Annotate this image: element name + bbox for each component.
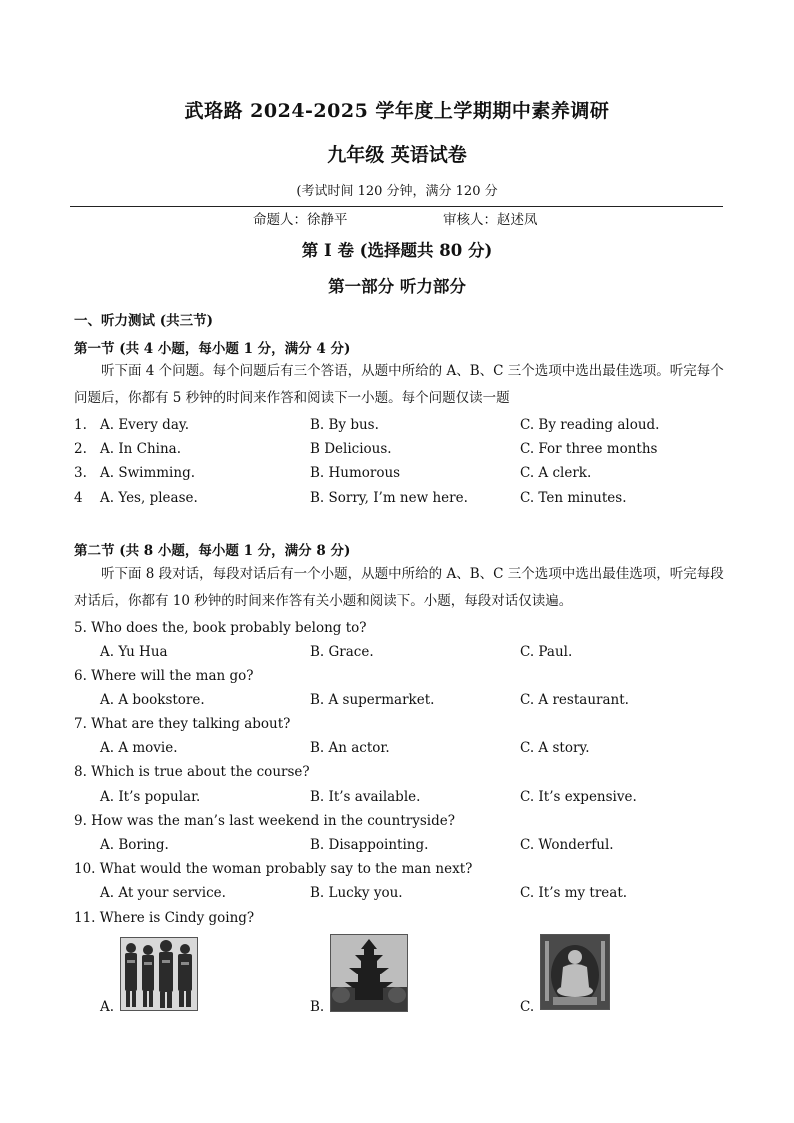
- subsection-1-instruction: 听下面 4 个问题。每个问题后有三个答语，从题中所给的 A、B、C 三个选项中选出最佳选项。听完每个问题后，你都有 5 秒钟的时间来作答和阅读下一小题。每个问题仅读一题: [74, 363, 724, 406]
- option-a: A. It’s popular.: [100, 789, 201, 805]
- question-setter: 命题人：徐静平: [253, 212, 348, 228]
- terracotta-warriors-icon: [120, 937, 198, 1011]
- option-b: B. A supermarket.: [310, 692, 435, 708]
- option-c: C. Paul.: [520, 644, 573, 660]
- subsection-2-instruction: 听下面 8 段对话，每段对话后有一个小题，从题中所给的 A、B、C 三个选项中选出最佳选项，听完每段对话后，你都有 10 秒钟的时间来作答有关小题和阅读下。小题，每段对话仅读遍。: [74, 566, 724, 609]
- question-number: 4: [74, 490, 83, 506]
- option-b: B. Grace.: [310, 644, 374, 660]
- option-a: A. In China.: [100, 441, 182, 457]
- exam-time-info: (考试时间 120 分钟，满分 120 分: [296, 184, 498, 199]
- option-b: B. Sorry, I’m new here.: [310, 490, 468, 506]
- question-text: 8. Which is true about the course?: [74, 764, 310, 780]
- option-b: B Delicious.: [310, 441, 392, 457]
- option-b: B. Lucky you.: [310, 885, 403, 901]
- question-number: 3.: [74, 465, 87, 481]
- option-b-label: B.: [310, 999, 325, 1015]
- option-a: A. Every day.: [100, 417, 189, 433]
- subsection-2-heading: 第二节 (共 8 小题，每小题 1 分，满分 8 分): [74, 543, 351, 559]
- question-text: 6. Where will the man go?: [74, 668, 254, 684]
- option-a: A. Boring.: [100, 837, 169, 853]
- option-b: B. Humorous: [310, 465, 401, 481]
- question-text: 5. Who does the, book probably belong to?: [74, 620, 367, 636]
- option-c: C. By reading aloud.: [520, 417, 660, 433]
- subsection-1-heading: 第一节 (共 4 小题，每小题 1 分，满分 4 分): [74, 341, 351, 357]
- reviewer: 审核人：赵述凤: [443, 212, 538, 228]
- pagoda-tower-icon: [330, 934, 408, 1012]
- option-b: B. It’s available.: [310, 789, 421, 805]
- option-c: C. For three months: [520, 441, 658, 457]
- volume-title: 第 I 卷 (选择题共 80 分): [301, 241, 493, 260]
- question-text: 11. Where is Cindy going?: [74, 910, 255, 926]
- question-text: 7. What are they talking about?: [74, 716, 291, 732]
- option-c: C. A clerk.: [520, 465, 592, 481]
- option-b: B. Disappointing.: [310, 837, 429, 853]
- buddha-statue-icon: [540, 934, 610, 1010]
- exam-subtitle: 九年级 英语试卷: [327, 144, 467, 166]
- option-a-label: A.: [100, 999, 115, 1015]
- exam-title: 武珞路 2024-2025 学年度上学期期中素养调研: [184, 100, 610, 122]
- option-c-label: C.: [520, 999, 535, 1015]
- option-a: A. Swimming.: [100, 465, 196, 481]
- option-a: A. A movie.: [100, 740, 178, 756]
- option-a: A. Yes, please.: [100, 490, 198, 506]
- question-text: 9. How was the man’s last weekend in the countryside?: [74, 813, 455, 829]
- option-b: B. An actor.: [310, 740, 390, 756]
- option-a: A. Yu Hua: [100, 644, 168, 660]
- option-c: C. It’s my treat.: [520, 885, 628, 901]
- option-b: B. By bus.: [310, 417, 379, 433]
- option-c: C. A restaurant.: [520, 692, 629, 708]
- header-divider: [70, 206, 723, 207]
- question-text: 10. What would the woman probably say to the man next?: [74, 861, 473, 877]
- option-a: A. A bookstore.: [100, 692, 205, 708]
- question-number: 2.: [74, 441, 87, 457]
- section-heading: 一、听力测试 (共三节): [74, 313, 213, 329]
- option-c: C. A story.: [520, 740, 590, 756]
- option-a: A. At your service.: [100, 885, 226, 901]
- option-c: C. It’s expensive.: [520, 789, 637, 805]
- option-c: C. Ten minutes.: [520, 490, 627, 506]
- question-number: 1.: [74, 417, 87, 433]
- part-title: 第一部分 听力部分: [328, 277, 466, 296]
- option-c: C. Wonderful.: [520, 837, 614, 853]
